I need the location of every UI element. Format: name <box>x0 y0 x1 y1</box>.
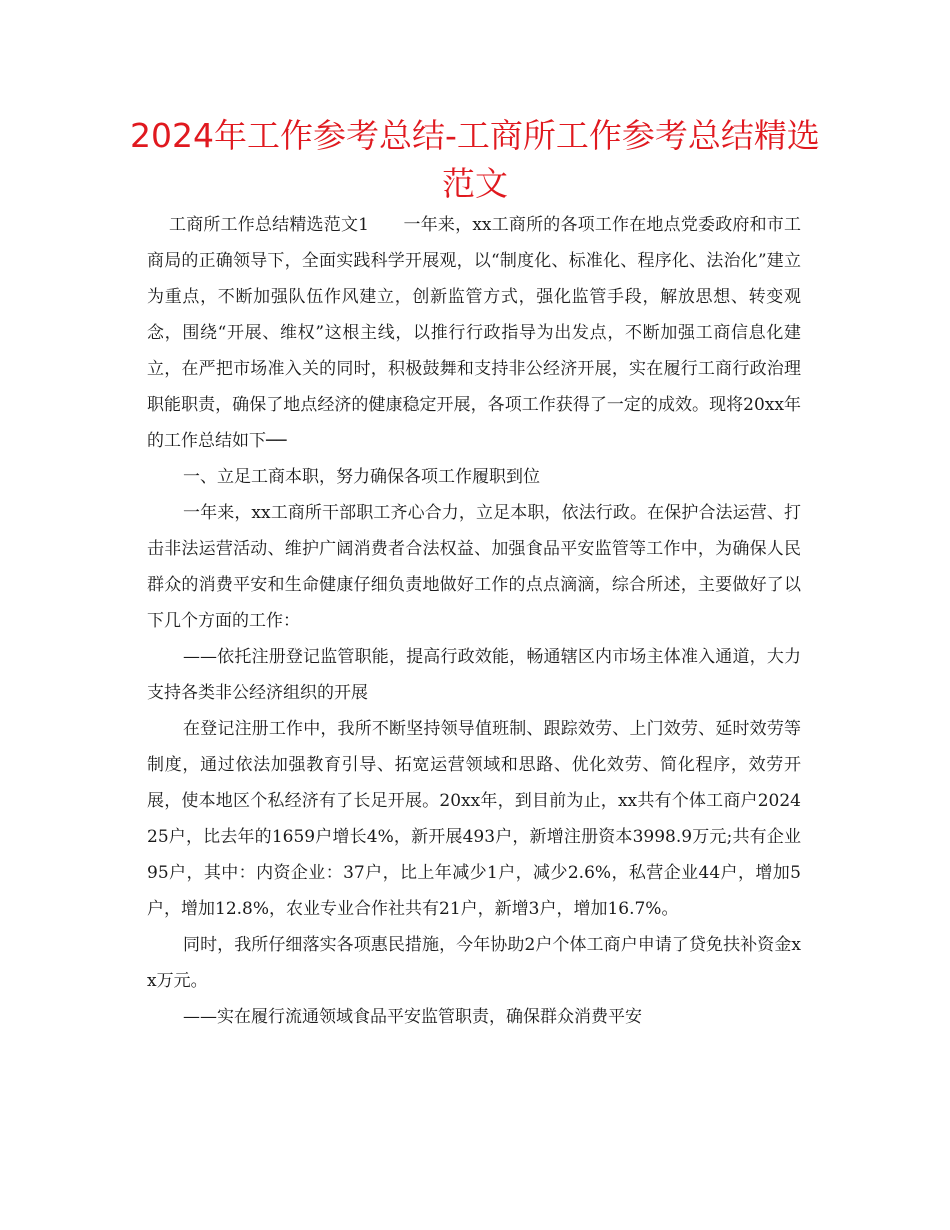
subheading-registration: ——依托注册登记监管职能，提高行政效能，畅通辖区内市场主体准入通道，大力支持各类非公经济组织的开展 <box>147 647 801 703</box>
paragraph-registration: 在登记注册工作中，我所不断坚持领导值班制、跟踪效劳、上门效劳、延时效劳等制度，通过依法加强教育引导、拓宽运营领域和思路、优化效劳、简化程序，效劳开展，使本地区个私经济有了长足开展。20xx年，到目前为止，xx共有个体工商户202425户，比去年的1659户增长4%，新开展493户，新增注册资本3998.9万元;共有企业95户，其中：内资企业：37户，比上年减少1户，减少2.6%，私营企业44户，增加5户，增加12.8%，农业专业合作社共有21户，新增3户，增加16.7%。 <box>147 719 801 919</box>
paragraph-loans: 同时，我所仔细落实各项惠民措施，今年协助2户个体工商户申请了贷免扶补资金xx万元。 <box>147 935 801 991</box>
subheading-food-safety: ——实在履行流通领域食品平安监管职责，确保群众消费平安 <box>183 1007 642 1027</box>
paragraph-2: 一年来，xx工商所干部职工齐心合力，立足本职，依法行政。在保护合法运营、打击非法运营活动、维护广阔消费者合法权益、加强食品平安监管等工作中，为确保人民群众的消费平安和生命健康仔细负责地做好工作的点点滴滴，综合所述，主要做好了以下几个方面的工作： <box>147 503 801 631</box>
document-title: 2024年工作参考总结-工商所工作参考总结精选范文 <box>130 116 820 203</box>
document-body <box>147 207 801 1035</box>
intro-paragraph: 工商所工作总结精选范文1 一年来，xx工商所的各项工作在地点党委政府和市工商局的正确领导下，全面实践科学开展观，以“制度化、标准化、程序化、法治化”建立为重点，不断加强队伍作风建立，创新监管方式，强化监管手段，解放思想、转变观念，围绕“开展、维权”这根主线，以推行行政指导为出发点，不断加强工商信息化建立，在严把市场准入关的同时，积极鼓舞和支持非公经济开展，实在履行工商行政治理职能职责，确保了地点经济的健康稳定开展，各项工作获得了一定的成效。现将20xx年的工作总结如下── <box>147 215 801 451</box>
section-heading-1: 一、立足工商本职，努力确保各项工作履职到位 <box>183 467 540 487</box>
